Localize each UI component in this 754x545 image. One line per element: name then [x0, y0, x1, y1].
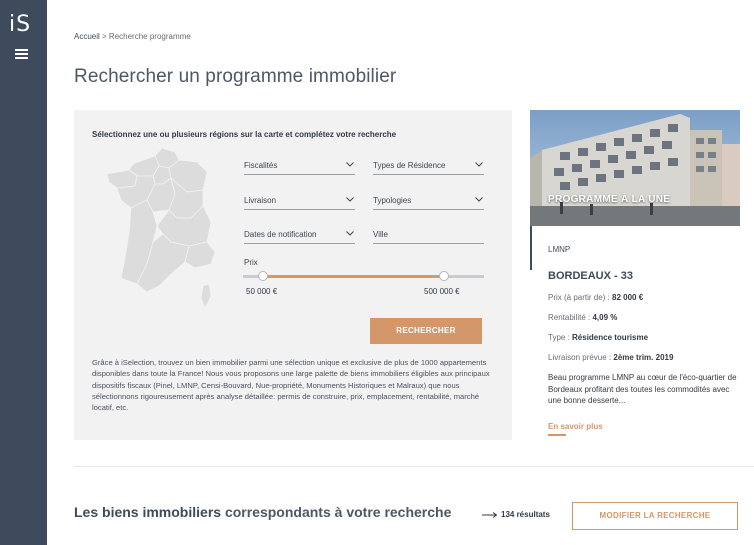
- featured-type-value: Résidence tourisme: [572, 333, 649, 342]
- featured-badge: PROGRAMME À LA UNE: [548, 194, 671, 205]
- breadcrumb: [74, 32, 191, 41]
- typologies-label: Typologies: [373, 196, 412, 205]
- ville-label: Ville: [373, 230, 388, 239]
- section-divider: [74, 466, 754, 467]
- featured-type-label: Type :: [548, 333, 573, 342]
- featured-price-label: Prix (à partir de) :: [548, 293, 613, 302]
- results-title-rest: correspondants à votre recherche: [221, 504, 452, 520]
- fiscalites-label: Fiscalités: [244, 161, 278, 170]
- price-slider-max-handle[interactable]: [439, 271, 449, 281]
- featured-yield-value: 4,09 %: [592, 313, 618, 322]
- featured-category: LMNP: [548, 245, 571, 254]
- arrow-right-icon: [482, 512, 498, 518]
- page-title: Rechercher un programme immobilier: [74, 66, 397, 87]
- modify-search-button[interactable]: MODIFIER LA RECHERCHE: [572, 502, 738, 530]
- dates-notification-select[interactable]: [244, 222, 355, 244]
- featured-yield-label: Rentabilité :: [548, 313, 593, 322]
- hamburger-menu-icon[interactable]: [15, 49, 28, 59]
- breadcrumb-home-link[interactable]: Accueil: [74, 32, 100, 41]
- featured-accent-bar: [530, 226, 532, 270]
- france-region-map[interactable]: [107, 146, 217, 316]
- featured-more-link[interactable]: En savoir plus: [548, 422, 603, 431]
- search-description: Grâce à iSelection, trouvez un bien immobilier parmi une sélection unique et exclusive de plus de 1000 appartements disponibles dans toute la France! Nous vous proposons une large palette de biens immobiliers éligibles aux principaux dispositifs fiscaux (Pinel, LMNP, Censi-Bouvard, Nue-propriété, Monuments Historiques et Malraux) que nous sélectionnons rigoureusement après analyse détaillée: permis de construire, prix, emplacement, rentabilité, marché locatif, etc.: [92, 358, 490, 413]
- types-residence-select[interactable]: [373, 153, 484, 175]
- featured-price-value: 82 000 €: [612, 293, 644, 302]
- featured-price-line: [548, 293, 643, 302]
- search-button[interactable]: RECHERCHER: [370, 318, 482, 344]
- livraison-label: Livraison: [244, 196, 277, 205]
- price-slider-min-handle[interactable]: [258, 271, 268, 281]
- results-count: [482, 510, 550, 519]
- breadcrumb-current: Recherche programme: [108, 32, 191, 41]
- chevron-down-icon: [475, 197, 483, 202]
- featured-delivery-value: 2ème trim. 2019: [613, 353, 674, 362]
- results-count-text: 134 résultats: [501, 510, 550, 519]
- dates-notification-label: Dates de notification: [244, 230, 317, 239]
- price-slider-fill: [263, 275, 444, 278]
- chevron-down-icon: [475, 162, 483, 167]
- featured-city[interactable]: BORDEAUX - 33: [548, 270, 633, 282]
- sidebar: [0, 0, 47, 545]
- results-title-bold: Les biens immobiliers: [74, 504, 222, 520]
- types-residence-label: Types de Résidence: [373, 161, 446, 170]
- map-region-corse: [201, 284, 211, 308]
- featured-type-line: [548, 333, 648, 342]
- livraison-select[interactable]: [244, 188, 355, 210]
- typologies-select[interactable]: [373, 188, 484, 210]
- fiscalites-select[interactable]: [244, 153, 355, 175]
- price-label: Prix: [244, 258, 258, 267]
- breadcrumb-separator: >: [99, 32, 109, 41]
- featured-programme-card: [530, 110, 740, 440]
- chevron-down-icon: [346, 197, 354, 202]
- map-region-paca: [185, 242, 215, 268]
- search-panel: [74, 110, 512, 440]
- chevron-down-icon: [346, 162, 354, 167]
- brand-logo[interactable]: iS: [9, 12, 32, 37]
- featured-delivery-label: Livraison prévue :: [548, 353, 614, 362]
- ville-input[interactable]: [373, 222, 484, 244]
- map-region-bretagne: [107, 170, 137, 188]
- results-title: [74, 504, 451, 520]
- price-max-value: 500 000 €: [424, 287, 460, 296]
- search-instructions: Sélectionnez une ou plusieurs régions sur la carte et complétez votre recherche: [92, 130, 397, 139]
- building-photo: [530, 110, 740, 226]
- featured-delivery-line: [548, 353, 673, 362]
- featured-yield-line: [548, 313, 617, 322]
- featured-programme-image[interactable]: [530, 110, 740, 226]
- price-min-value: 50 000 €: [246, 287, 278, 296]
- chevron-down-icon: [346, 231, 354, 236]
- featured-more-underline: [548, 434, 566, 436]
- featured-description: Beau programme LMNP au cœur de l'éco-quartier de Bordeaux profitant des toutes les commodités avec une bonne desserte...: [548, 373, 737, 405]
